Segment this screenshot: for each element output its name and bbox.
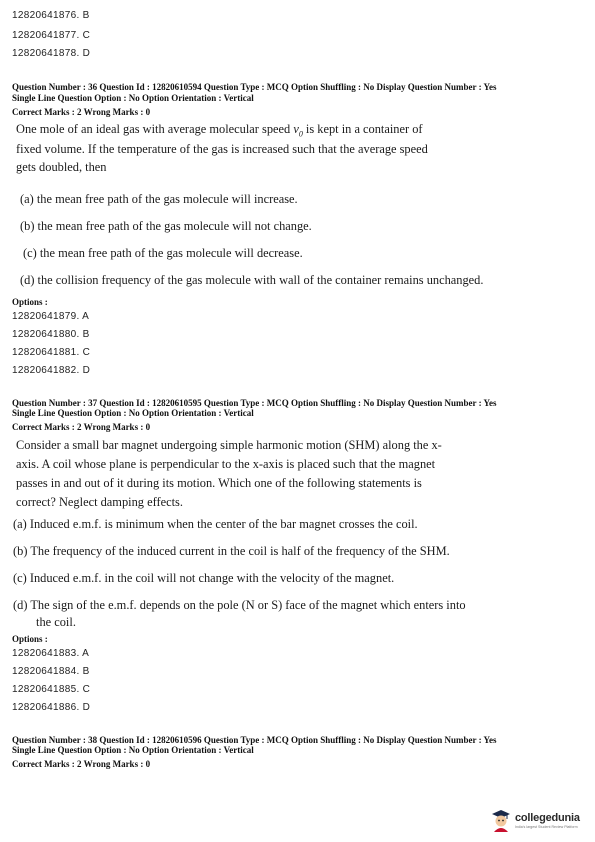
option-line: 12820641882. D	[12, 365, 91, 376]
question-stem-line: Consider a small bar magnet undergoing simple harmonic motion (SHM) along the x-	[16, 438, 442, 452]
graduate-mascot-icon	[491, 809, 511, 833]
option-line: 12820641885. C	[12, 684, 91, 695]
option-line: 12820641880. B	[12, 329, 90, 340]
answer-choice-d: (d) the collision frequency of the gas molecule with wall of the container remains unchanged.	[20, 273, 484, 287]
answer-choice-a: (a) Induced e.m.f. is minimum when the center of the bar magnet crosses the coil.	[13, 517, 418, 531]
option-line: 12820641879. A	[12, 311, 90, 322]
option-line: 12820641876. B	[12, 10, 90, 21]
answer-choice-b: (b) the mean free path of the gas molecule will not change.	[20, 219, 312, 233]
question-stem-line: axis. A coil whose plane is perpendicular to the x-axis is placed such that the magnet	[16, 457, 436, 471]
answer-choice-a: (a) the mean free path of the gas molecule will increase.	[20, 192, 298, 206]
marks-line: Correct Marks : 2 Wrong Marks : 0	[12, 759, 151, 769]
question-header: Question Number : 38 Question Id : 12820610596 Question Type : MCQ Option Shuffling : No Display Question Number : Yes	[12, 735, 497, 745]
question-stem-line: passes in and out of it during its motion. Which one of the following statements is	[16, 476, 422, 490]
question-header-line2: Single Line Question Option : No Option Orientation : Vertical	[12, 93, 254, 103]
question-stem-line: correct? Neglect damping effects.	[16, 495, 183, 509]
question-header: Question Number : 37 Question Id : 12820610595 Question Type : MCQ Option Shuffling : No Display Question Number : Yes	[12, 398, 497, 408]
option-line: 12820641883. A	[12, 648, 90, 659]
option-line: 12820641886. D	[12, 702, 91, 713]
option-line: 12820641877. C	[12, 30, 91, 41]
option-line: 12820641881. C	[12, 347, 91, 358]
logo-wordmark: collegedunia	[515, 812, 580, 824]
question-stem-line: fixed volume. If the temperature of the gas is increased such that the average speed	[16, 142, 428, 156]
marks-line: Correct Marks : 2 Wrong Marks : 0	[12, 107, 151, 117]
answer-choice-c: (c) the mean free path of the gas molecule will decrease.	[23, 246, 303, 260]
answer-choice-b: (b) The frequency of the induced current in the coil is half of the frequency of the SHM.	[13, 544, 450, 558]
speed-symbol: $v_0$	[293, 122, 303, 139]
logo-tagline: India's largest Student Review Platform	[515, 825, 578, 829]
question-header-line2: Single Line Question Option : No Option Orientation : Vertical	[12, 408, 254, 418]
options-label: Options :	[12, 297, 48, 307]
option-line: 12820641878. D	[12, 48, 91, 59]
question-stem-line: gets doubled, then	[16, 160, 107, 174]
marks-line: Correct Marks : 2 Wrong Marks : 0	[12, 422, 151, 432]
collegedunia-logo[interactable]	[491, 806, 583, 836]
options-label: Options :	[12, 634, 48, 644]
answer-choice-c: (c) Induced e.m.f. in the coil will not change with the velocity of the magnet.	[13, 571, 395, 585]
question-stem-line: One mole of an ideal gas with average molecular speed $v_0$ is kept in a container of	[16, 122, 423, 139]
option-line: 12820641884. B	[12, 666, 90, 677]
question-header: Question Number : 36 Question Id : 12820610594 Question Type : MCQ Option Shuffling : No Display Question Number : Yes	[12, 82, 497, 92]
answer-choice-d-continued: the coil.	[36, 615, 76, 629]
question-header-line2: Single Line Question Option : No Option Orientation : Vertical	[12, 745, 254, 755]
answer-choice-d: (d) The sign of the e.m.f. depends on the pole (N or S) face of the magnet which enters into	[13, 598, 466, 612]
